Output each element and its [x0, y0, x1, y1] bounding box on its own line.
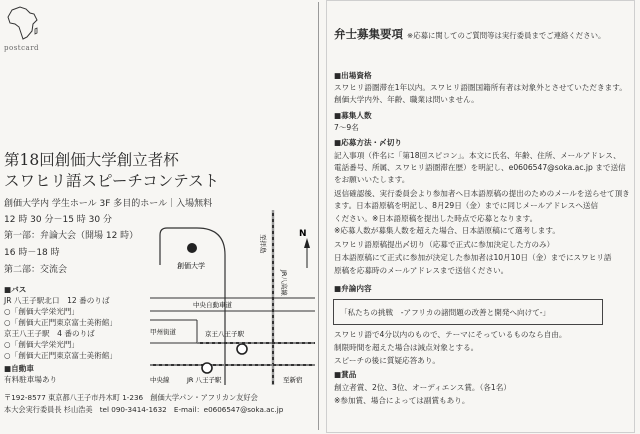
recruit-line: 電話番号、所属、スワヒリ語圏滞在歴）を明記し、e0606547@soka.ac.jp まで送信: [334, 163, 626, 172]
keio-station-marker: [237, 344, 247, 354]
recruit-line: スワヒリ語で4分以内のもので、テーマにそっているものなら自由。: [334, 330, 567, 339]
time-part2: 16 時－18 時: [4, 248, 60, 258]
car-heading: ■自動車: [4, 364, 34, 373]
recruit-line: ※応募人数が募集人数を超えた場合、日本語原稿にて選考します。: [334, 226, 560, 235]
venue: 創価大学内 学生ホール 3F 多目的ホール｜入場無料: [4, 199, 213, 209]
access-map: [135, 210, 315, 385]
recruit-line: ます。日本語原稿を明記し、8月29日（金）までに同じメールアドレスへ送信: [334, 201, 599, 210]
bus-line: ○「創価大正門東京富士美術館」: [4, 351, 117, 360]
bus-line: 京王八王子駅 4 番のりば: [4, 329, 95, 338]
map-label-keio-station: 京王八王子駅: [205, 330, 244, 338]
contact: 本大会実行委員長 杉山浩美 tel 090-3414-1632 E-mail：e0606547@soka.ac.jp: [4, 405, 284, 414]
recruit-line: 創立者賞、2位、3位、オーディエンス賞。（各1名）: [334, 383, 511, 392]
event-title-line1: 第18回創価大学創立者杯: [4, 151, 179, 169]
recruit-line: 原稿を応募時のメールアドレスまで送信ください。: [334, 266, 509, 275]
recruit-line: をお願いいたします。: [334, 175, 410, 184]
recruit-line: スワヒリ語原稿提出〆切り（応募で正式に参加決定した方のみ）: [334, 240, 555, 249]
north-arrow-icon: N: [299, 229, 307, 239]
recruit-line: 日本語原稿にて正式に参加が決定した参加者は10月10日（金）までにスワヒリ語: [334, 253, 612, 262]
car-line: 有料駐車場あり: [4, 375, 58, 384]
recruit-line: ※参加賞、場合によっては副賞もあり。: [334, 396, 470, 405]
recruit-line: ■出場資格: [334, 71, 372, 80]
bus-line: ○「創価大正門東京富士美術館」: [4, 318, 117, 327]
map-label-soka: 創価大学: [177, 262, 205, 270]
recruit-line: スピーチの後に質疑応答あり。: [334, 356, 441, 365]
recruit-line: 制限時間を超えた場合は減点対象とする。: [334, 343, 479, 352]
recruit-line: ■応募方法・〆切り: [334, 138, 402, 147]
event-title-line2: スワヒリ語スピーチコンテスト: [4, 172, 220, 190]
map-label-chuo-line: 中央線: [150, 376, 170, 384]
map-label-chuo-expressway: 中央自動車道: [193, 301, 232, 309]
part1-label: 第一部：弁論大会（開場 12 時）: [4, 231, 139, 241]
bus-line: ○「創価大学栄光門」: [4, 307, 79, 316]
theme-text: 「私たちの挑戦 -アフリカの諸問題の改善と開発へ向けて-」: [340, 308, 551, 317]
recruit-line: ください。※日本語原稿を提出した時点で応募となります。: [334, 214, 538, 223]
part2-label: 第二部：交流会: [4, 265, 68, 275]
recruit-line: 7～9名: [334, 123, 359, 132]
bus-heading: ■バス: [4, 285, 27, 294]
recruit-title: 弁士募集要項: [334, 27, 403, 41]
recruit-line: 返信確認後、実行委員会より参加者へ日本語原稿の提出のためのメールを送らせて頂き: [334, 189, 630, 198]
map-label-hachiko: JR八高線: [280, 270, 288, 296]
time-part1: 12 時 30 分－15 時 30 分: [4, 215, 112, 225]
recruit-line: スワヒリ語圏滞在1年以内。スワヒリ語圏国籍所有者は対象外とさせていただきます。: [334, 83, 627, 92]
recruit-line: 記入事項（件名に「第18回スピコン」。本文に氏名、年齢、住所、メールアドレス、: [334, 151, 621, 160]
recruit-heading-note: ※応募に関してのご質問等は実行委員までご連絡ください。: [407, 31, 606, 40]
postcard-back: [324, 0, 636, 434]
postcard-label: postcard: [4, 44, 40, 52]
recruit-heading: [334, 26, 605, 42]
recruit-line: ■弁論内容: [334, 284, 372, 293]
recruit-line: ■募集人数: [334, 111, 372, 120]
map-label-shinjuku: 至新宿: [283, 376, 303, 384]
jr-hachioji-station-marker: [202, 363, 212, 373]
address: 〒192-8577 東京都八王子市丹木町 1-236 創価大学パン・アフリカン友好会: [4, 393, 258, 402]
soka-university-marker: [187, 243, 197, 253]
map-label-jr-station: JR 八王子駅: [187, 376, 222, 384]
bus-line: JR 八王子駅北口 12 番のりば: [4, 296, 110, 305]
recruit-line: 創価大学内外、年齢、職業は問いません。: [334, 95, 479, 104]
map-label-koshu: 甲州街道: [150, 328, 176, 336]
bus-line: ○「創価大学栄光門」: [4, 340, 79, 349]
theme-box: [333, 299, 603, 325]
postcard-front: [0, 0, 318, 434]
map-label-haijima: 至拝島: [259, 234, 267, 254]
recruit-line: ■賞品: [334, 370, 357, 379]
card-divider: [318, 2, 319, 430]
africa-logo-icon: [6, 4, 42, 42]
